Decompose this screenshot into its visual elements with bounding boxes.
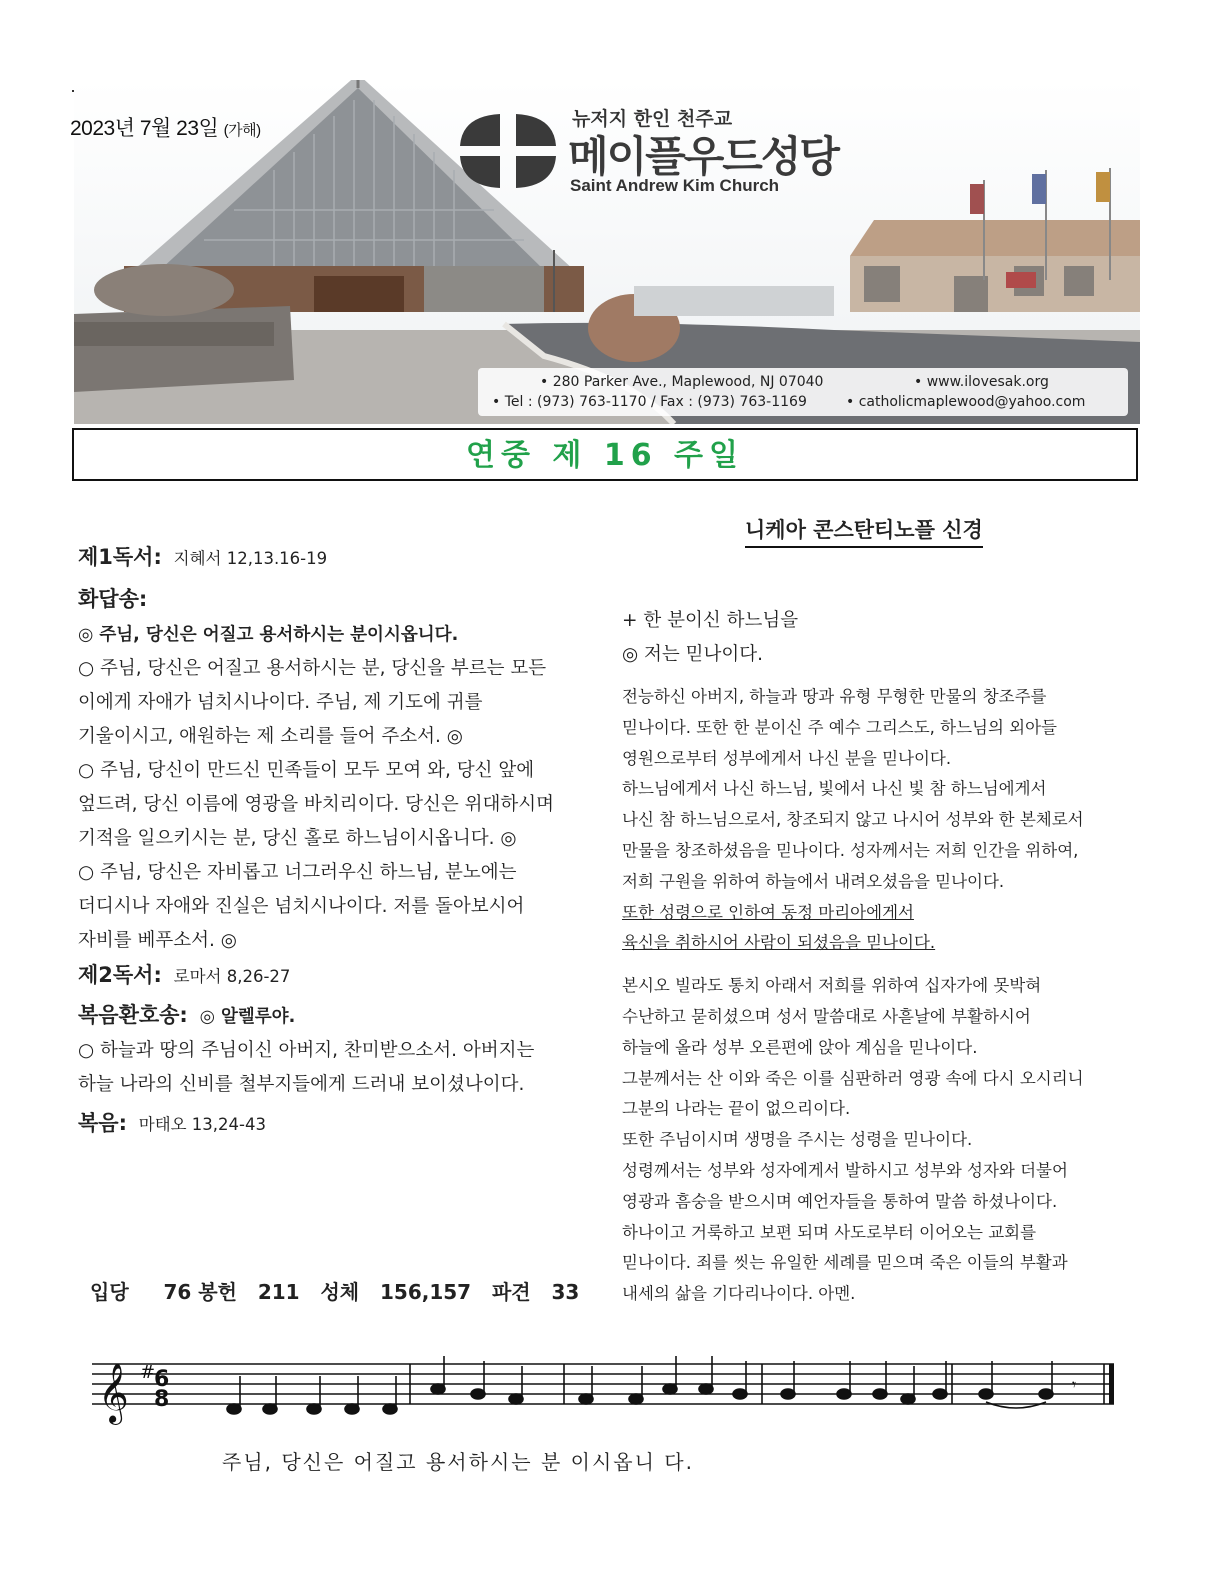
address: • 280 Parker Ave., Maplewood, NJ 07040: [540, 374, 824, 390]
creed-line: 수난하고 묻히셨으며 성서 말씀대로 사흗날에 부활하시어: [622, 1006, 1031, 1026]
creed-line-underlined: 육신을 취하시어 사람이 되셨음을 믿나이다.: [622, 933, 936, 953]
psalm-line: ○ 주님, 당신은 어질고 용서하시는 분, 당신을 부르는 모든: [78, 658, 547, 679]
creed-line: 저희 구원을 위하여 하늘에서 내려오셨음을 믿나이다.: [622, 871, 1005, 891]
psalm-line: 엎드려, 당신 이름에 영광을 바치리이다. 당신은 위대하시며: [78, 794, 554, 815]
offertory-label: 봉헌: [198, 1280, 237, 1304]
creed-line: 또한 주님이시며 생명을 주시는 성령을 믿나이다.: [622, 1130, 973, 1150]
dismissal-label: 파견: [491, 1280, 531, 1304]
communion-label: 성체: [320, 1280, 360, 1304]
psalm-label-row: [78, 582, 608, 618]
psalm-line: ○ 주님, 당신은 자비롭고 너그러우신 하느님, 분노에는: [78, 862, 517, 883]
website: • www.ilovesak.org: [914, 374, 1049, 390]
offertory-number: 211: [257, 1280, 300, 1304]
svg-text:#: #: [140, 1362, 156, 1383]
cross-logo-icon: [456, 110, 560, 190]
psalm-line: ○ 주님, 당신이 만드신 민족들이 모두 모여 와, 당신 앞에: [78, 760, 535, 781]
treble-clef-icon: 𝄞: [98, 1363, 129, 1423]
second-reading-label: 제2독서:: [78, 963, 162, 987]
logo-title: 메이플우드성당: [568, 132, 839, 181]
entrance-label: 입당: [90, 1280, 129, 1304]
dismissal-number: 33: [551, 1280, 580, 1304]
psalm-line: 기울이시고, 애원하는 제 소리를 들어 주소서. ◎: [78, 726, 463, 747]
second-reading: [78, 958, 608, 994]
alleluia-refrain: ◎ 알렐루야.: [199, 1007, 296, 1027]
creed-line: 하늘에 올라 성부 오른편에 앉아 계심을 믿나이다.: [622, 1037, 978, 1057]
email: • catholicmaplewood@yahoo.com: [846, 394, 1086, 410]
communion-number: 156,157: [379, 1280, 472, 1304]
bulletin-date: [70, 112, 261, 142]
logo-subtitle: 뉴저지 한인 천주교: [572, 108, 733, 130]
creed-line: 영광과 흠숭을 받으시며 예언자들을 통하여 말씀 하셨나이다.: [622, 1191, 1058, 1211]
creed-line: 하느님에게서 나신 하느님, 빛에서 나신 빛 참 하느님에게서: [622, 779, 1047, 799]
alleluia-line: ○ 하늘과 땅의 주님이신 아버지, 찬미받으소서. 아버지는: [78, 1040, 535, 1061]
creed-line: 믿나이다. 죄를 씻는 유일한 세례를 믿으며 죽은 이들의 부활과: [622, 1253, 1068, 1273]
creed-line: 영원으로부터 성부에게서 나신 분을 믿나이다.: [622, 748, 952, 768]
creed-line: 내세의 삶을 기다리나이다. 아멘.: [622, 1284, 856, 1304]
gospel-label: 복음:: [78, 1111, 127, 1135]
alleluia-line: 하늘 나라의 신비를 철부지들에게 드러내 보이셨나이다.: [78, 1074, 525, 1095]
alleluia-label: 복음환호송:: [78, 1003, 188, 1027]
sunday-title: 연중 제 16 주일: [466, 438, 744, 473]
creed-line: 그분께서는 산 이와 죽은 이를 심판하러 영광 속에 다시 오시리니: [622, 1068, 1084, 1088]
music-staff: [92, 1350, 1122, 1430]
psalm-line: 이에게 자애가 넘치시나이다. 주님, 제 기도에 귀를: [78, 692, 483, 713]
first-reading-label: 제1독서:: [78, 545, 162, 569]
creed-line: 하나이고 거룩하고 보편 되며 사도로부터 이어오는 교회를: [622, 1222, 1037, 1242]
creed-intro: ◎ 저는 믿나이다.: [622, 644, 764, 665]
creed-line: 믿나이다. 또한 한 분이신 주 예수 그리스도, 하느님의 외아들: [622, 717, 1057, 737]
liturgical-cycle: (가해): [223, 122, 261, 139]
alleluia-row: [78, 998, 608, 1034]
creed-column: [622, 604, 1152, 1310]
creed-line: 본시오 빌라도 통치 아래서 저희를 위하여 십자가에 못박혀: [622, 976, 1042, 996]
psalm-refrain: ◎ 주님, 당신은 어질고 용서하시는 분이시옵니다.: [78, 625, 459, 645]
phone-fax: • Tel : (973) 763-1170 / Fax : (973) 763-1169: [492, 394, 807, 410]
gospel: [78, 1106, 608, 1142]
first-reading: [78, 540, 608, 576]
contact-info-box: [478, 368, 1128, 416]
creed-line-underlined: 또한 성령으로 인하여 동정 마리아에게서: [622, 902, 914, 922]
gospel-ref: 마태오 13,24-43: [138, 1115, 266, 1134]
entrance-number: 76: [163, 1280, 192, 1304]
date-text: 2023년 7월 23일: [70, 117, 219, 140]
svg-text:8: 8: [154, 1387, 170, 1412]
first-reading-ref: 지혜서 12,13.16-19: [173, 549, 328, 568]
creed-line: 나신 참 하느님으로서, 창조되지 않고 나시어 성부와 한 본체로서: [622, 810, 1084, 830]
readings-column: [78, 540, 608, 1142]
psalm-line: 기적을 일으키시는 분, 당신 홀로 하느님이시옵니다. ◎: [78, 828, 517, 849]
psalm-label: 화답송:: [78, 587, 148, 611]
psalm-line: 더디시나 자애와 진실은 넘치시나이다. 저를 돌아보시어: [78, 896, 525, 917]
creed-intro: + 한 분이신 하느님을: [622, 610, 799, 631]
hymn-numbers: [90, 1276, 579, 1305]
creed-line: 성령께서는 성부와 성자에게서 발하시고 성부와 성자와 더불어: [622, 1160, 1068, 1180]
svg-text:6: 6: [154, 1367, 170, 1392]
creed-title: 니케아 콘스탄티노플 신경: [745, 514, 983, 548]
creed-line: 그분의 나라는 끝이 없으리이다.: [622, 1099, 851, 1119]
music-lyrics: 주님, 당신은 어질고 용서하시는 분 이시옵니 다.: [222, 1450, 694, 1474]
svg-text:𝄾: 𝄾: [1072, 1375, 1077, 1394]
second-reading-ref: 로마서 8,26-27: [173, 967, 291, 986]
parish-logo: [456, 104, 926, 200]
logo-english-name: Saint Andrew Kim Church: [570, 176, 780, 195]
psalm-line: 자비를 베푸소서. ◎: [78, 930, 237, 951]
creed-line: 전능하신 아버지, 하늘과 땅과 유형 무형한 만물의 창조주를: [622, 687, 1047, 706]
title-box: [72, 428, 1138, 481]
creed-line: 만물을 창조하셨음을 믿나이다. 성자께서는 저희 인간을 위하여,: [622, 840, 1079, 860]
